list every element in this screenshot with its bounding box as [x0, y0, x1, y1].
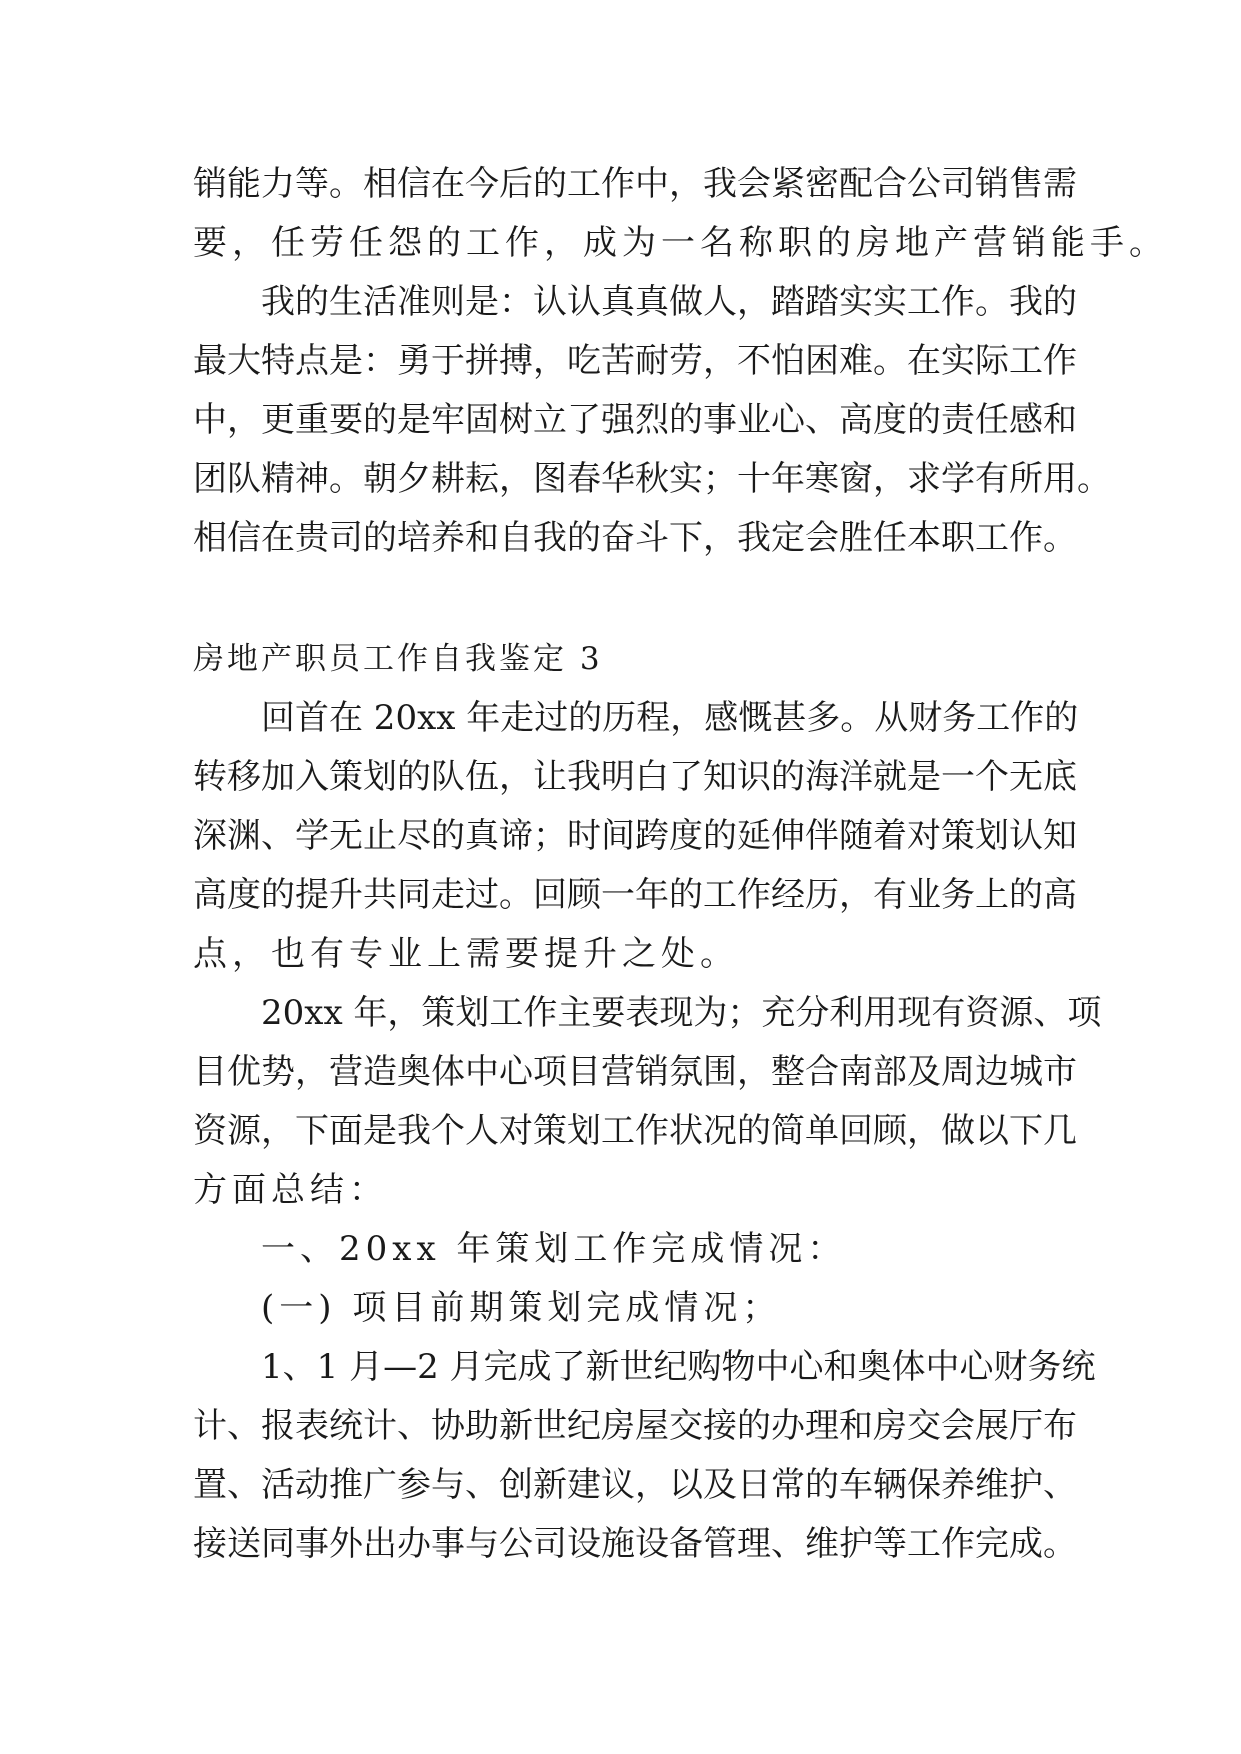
- paragraph-line: 资源，下面是我个人对策划工作状况的简单回顾，做以下几: [193, 1111, 1077, 1151]
- section-heading: 房地产职员工作自我鉴定 3: [193, 641, 603, 677]
- list-subheading: (一) 项目前期策划完成情况；: [261, 1288, 782, 1328]
- paragraph-line: 目优势，营造奥体中心项目营销氛围，整合南部及周边城市: [193, 1052, 1077, 1092]
- paragraph-line: 转移加入策划的队伍，让我明白了知识的海洋就是一个无底: [193, 757, 1077, 797]
- paragraph-line: 要，任劳任怨的工作，成为一名称职的房地产营销能手。: [193, 223, 1168, 263]
- paragraph-line: 回首在 20xx 年走过的历程，感慨甚多。从财务工作的: [261, 698, 1079, 738]
- paragraph-line: 方面总结：: [193, 1170, 388, 1210]
- paragraph-line: 团队精神。朝夕耕耘，图春华秋实；十年寒窗，求学有所用。: [193, 459, 1111, 499]
- paragraph-line: 20xx 年，策划工作主要表现为；充分利用现有资源、项: [261, 993, 1102, 1033]
- paragraph-line: 点，也有专业上需要提升之处。: [193, 934, 739, 974]
- paragraph-line: 1、1 月—2 月完成了新世纪购物中心和奥体中心财务统: [261, 1347, 1096, 1387]
- paragraph-line: 深渊、学无止尽的真谛；时间跨度的延伸伴随着对策划认知: [193, 816, 1077, 856]
- paragraph-line: 计、报表统计、协助新世纪房屋交接的办理和房交会展厅布: [193, 1406, 1077, 1446]
- paragraph-line: 置、活动推广参与、创新建议，以及日常的车辆保养维护、: [193, 1465, 1077, 1505]
- paragraph-line: 我的生活准则是：认认真真做人，踏踏实实工作。我的: [261, 282, 1077, 322]
- paragraph-line: 接送同事外出办事与公司设施设备管理、维护等工作完成。: [193, 1524, 1077, 1564]
- paragraph-line: 相信在贵司的培养和自我的奋斗下，我定会胜任本职工作。: [193, 518, 1077, 558]
- paragraph-line: 最大特点是：勇于拼搏，吃苦耐劳，不怕困难。在实际工作: [193, 341, 1077, 381]
- paragraph-line: 高度的提升共同走过。回顾一年的工作经历，有业务上的高: [193, 875, 1077, 915]
- paragraph-line: 中，更重要的是牢固树立了强烈的事业心、高度的责任感和: [193, 400, 1077, 440]
- paragraph-line: 销能力等。相信在今后的工作中，我会紧密配合公司销售需: [193, 164, 1077, 204]
- list-heading: 一、20xx 年策划工作完成情况：: [261, 1229, 847, 1269]
